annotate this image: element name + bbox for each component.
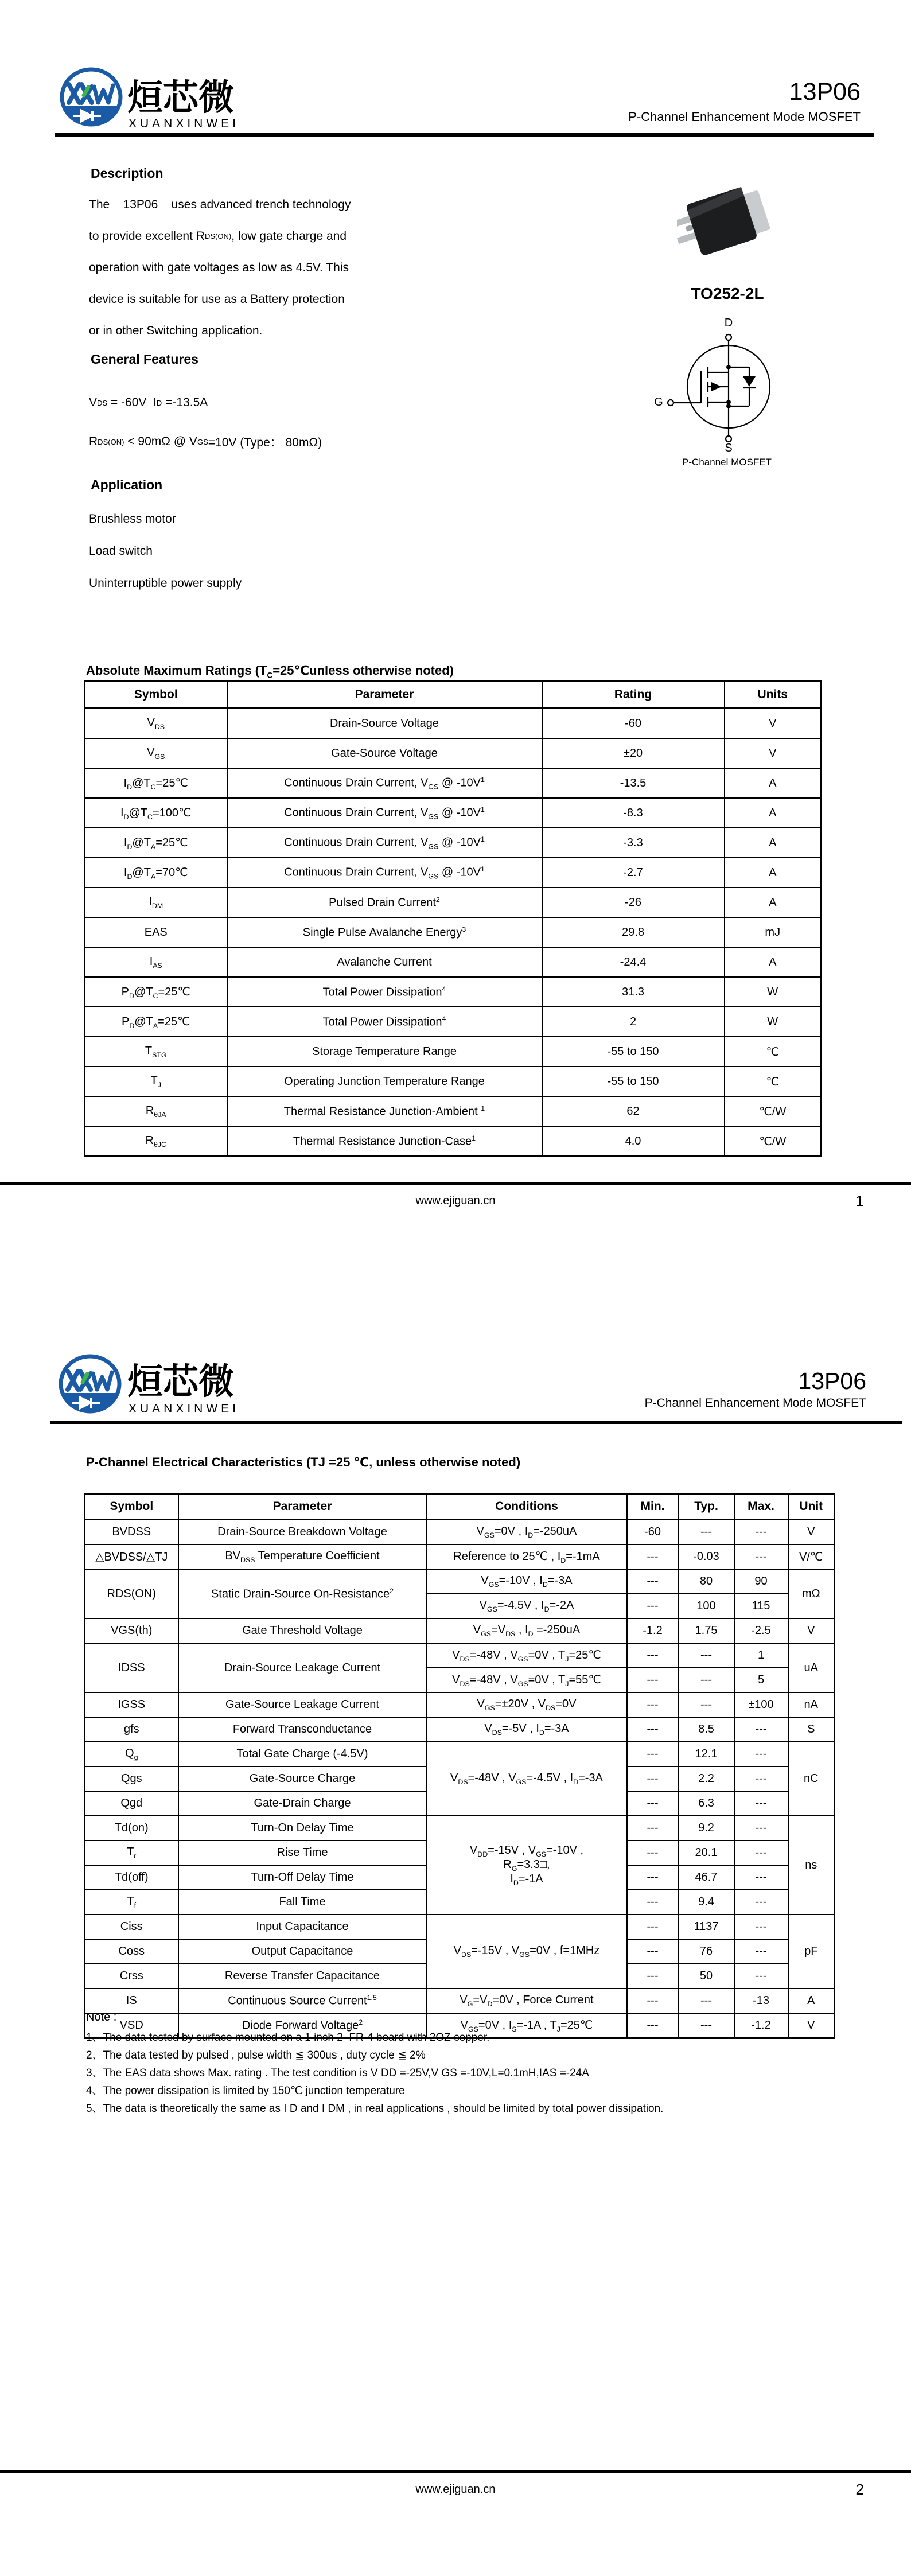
max-cell: ---: [734, 1816, 788, 1840]
parameter-cell: Avalanche Current: [227, 947, 542, 977]
symbol-cell: BVDSS: [85, 1520, 178, 1545]
table-row: [85, 977, 822, 1007]
parameter-cell: Storage Temperature Range: [227, 1037, 542, 1067]
brand-name-en: XUANXINWEI: [129, 1402, 240, 1415]
units-cell: A: [725, 768, 822, 798]
parameter-cell: Gate-Source Voltage: [227, 738, 542, 768]
package-name: TO252-2L: [691, 285, 764, 302]
table-header-row: [85, 682, 822, 709]
typ-cell: 2.2: [679, 1766, 734, 1791]
typ-cell: 6.3: [679, 1791, 734, 1816]
col-min: Min.: [627, 1494, 679, 1520]
description-heading: Description: [91, 166, 163, 181]
symbol-cell: Coss: [85, 1939, 178, 1964]
xxw-logo: [59, 1354, 122, 1414]
col-conditions: Conditions: [427, 1494, 627, 1520]
min-cell: ---: [627, 1668, 679, 1692]
min-cell: ---: [627, 1692, 679, 1717]
conditions-cell: $V_{DS}=-48V$ , $V_{GS}=-4.5V$ , $I_D=-3A$: [427, 1742, 627, 1816]
symbol-cell: $V_{GS}$: [85, 738, 227, 768]
max-cell: 115: [734, 1594, 788, 1618]
typ-cell: 9.4: [679, 1890, 734, 1915]
table-row: [85, 828, 822, 858]
table-row: [85, 798, 822, 828]
rating-cell: ±20: [542, 738, 725, 768]
symbol-cell: RDS(ON): [85, 1569, 178, 1618]
parameter-cell: Operating Junction Temperature Range: [227, 1067, 542, 1096]
header-rule: [50, 1421, 902, 1424]
max-cell: ---: [734, 1964, 788, 1989]
unit-cell: pF: [788, 1915, 835, 1989]
min-cell: ---: [627, 1816, 679, 1840]
parameter-cell: $BV_{DSS}$ Temperature Coefficient: [178, 1544, 427, 1569]
unit-cell: uA: [788, 1643, 835, 1692]
parameter-cell: Gate-Source Charge: [178, 1766, 427, 1791]
parameter-cell: Continuous Source Current$^{1,5}$: [178, 1989, 427, 2013]
table-row: [85, 1816, 835, 1840]
general-features-list: [89, 383, 322, 461]
conditions-cell: $V_{DD}=-15V$ , $V_{GS}=-10V$ , $R_G=3.3□$, $I_D=-1A$: [427, 1816, 627, 1915]
conditions-cell: $V_G=V_D=0V$ , Force Current: [427, 1989, 627, 2013]
table-row: [85, 1742, 835, 1766]
part-subtitle: P-Channel Enhancement Mode MOSFET: [644, 1396, 866, 1410]
table-row: [85, 888, 822, 917]
max-cell: -13: [734, 1989, 788, 2013]
parameter-cell: Drain-Source Leakage Current: [178, 1643, 427, 1692]
symbol-cell: Crss: [85, 1964, 178, 1989]
page-number: 1: [855, 1192, 864, 1209]
symbol-cell: $T_f$: [85, 1890, 178, 1915]
symbol-cell: Td(off): [85, 1865, 178, 1890]
min-cell: ---: [627, 2013, 679, 2038]
parameter-cell: Total Power Dissipation$^4$: [227, 977, 542, 1007]
typ-cell: 50: [679, 1964, 734, 1989]
parameter-cell: Continuous Drain Current, $V_{GS}$ @ $-10V^1$: [227, 828, 542, 858]
table-row: [85, 738, 822, 768]
min-cell: ---: [627, 1594, 679, 1618]
min-cell: ---: [627, 1939, 679, 1964]
symbol-cell: $T_r$: [85, 1840, 178, 1865]
parameter-cell: Thermal Resistance Junction-Case$^1$: [227, 1126, 542, 1157]
min-cell: ---: [627, 1544, 679, 1569]
unit-cell: nC: [788, 1742, 835, 1816]
description-line: device is suitable for use as a Battery protection: [89, 292, 345, 306]
symbol-cell: gfs: [85, 1717, 178, 1742]
description-paragraph: [89, 189, 351, 347]
rating-cell: 2: [542, 1007, 725, 1037]
symbol-cell: $I_D@T_C=25℃$: [85, 768, 227, 798]
min-cell: ---: [627, 1890, 679, 1915]
symbol-cell: IGSS: [85, 1692, 178, 1717]
conditions-cell: Reference to 25℃ , $I_D=-1mA$: [427, 1544, 627, 1569]
part-number: 13P06: [798, 1368, 866, 1394]
typ-cell: ---: [679, 1668, 734, 1692]
xxw-logo: [60, 67, 123, 127]
application-list: [89, 503, 242, 600]
col-rating: Rating: [542, 682, 725, 709]
parameter-cell: Turn-On Delay Time: [178, 1816, 427, 1840]
rating-cell: 31.3: [542, 977, 725, 1007]
parameter-cell: Forward Transconductance: [178, 1717, 427, 1742]
pin-label-drain: D: [724, 317, 733, 329]
parameter-cell: Drain-Source Breakdown Voltage: [178, 1520, 427, 1545]
table-row: [85, 1037, 822, 1067]
table-row: [85, 1126, 822, 1157]
min-cell: ---: [627, 1766, 679, 1791]
units-cell: V: [725, 738, 822, 768]
table-row: [85, 709, 822, 739]
feature-line: V DS = -60V I D =-13.5A: [89, 396, 208, 409]
conditions-cell: $V_{DS}=-15V$ , $V_{GS}=0V$ , f=1MHz: [427, 1915, 627, 1989]
parameter-cell: Gate Threshold Voltage: [178, 1618, 427, 1643]
max-cell: ---: [734, 1520, 788, 1545]
table-row: [85, 1989, 835, 2013]
parameter-cell: Continuous Drain Current, $V_{GS}$ @ $-10V^1$: [227, 858, 542, 888]
parameter-cell: Turn-Off Delay Time: [178, 1865, 427, 1890]
unit-cell: mΩ: [788, 1569, 835, 1618]
table-row: [85, 768, 822, 798]
symbol-cell: $I_{AS}$: [85, 947, 227, 977]
table-row: [85, 1544, 835, 1569]
unit-cell: S: [788, 1717, 835, 1742]
feature-line: R DS(ON) < 90mΩ @ V GS =10V (Type： 80mΩ): [89, 435, 322, 449]
max-cell: ---: [734, 1544, 788, 1569]
typ-cell: 76: [679, 1939, 734, 1964]
col-parameter: Parameter: [227, 682, 542, 709]
conditions-cell: $V_{GS}=\pm 20V$ , $V_{DS}=0V$: [427, 1692, 627, 1717]
parameter-cell: Reverse Transfer Capacitance: [178, 1964, 427, 1989]
max-cell: ±100: [734, 1692, 788, 1717]
table-row: [85, 1643, 835, 1668]
units-cell: A: [725, 947, 822, 977]
symbol-cell: $R_{\theta JA}$: [85, 1096, 227, 1126]
max-cell: -1.2: [734, 2013, 788, 2038]
description-line: or in other Switching application.: [89, 324, 263, 337]
symbol-cell: Ciss: [85, 1915, 178, 1939]
typ-cell: 80: [679, 1569, 734, 1594]
col-max: Max.: [734, 1494, 788, 1520]
col-units: Units: [725, 682, 822, 709]
part-subtitle: P-Channel Enhancement Mode MOSFET: [628, 110, 861, 124]
rating-cell: -26: [542, 888, 725, 917]
note-item: 3、The EAS data shows Max. rating . The test condition is V DD =-25V,V GS =-10V,L=0.1mH,IAS =-24A: [86, 2067, 589, 2079]
col-parameter: Parameter: [178, 1494, 427, 1520]
table-row: [85, 1915, 835, 1939]
typ-cell: -0.03: [679, 1544, 734, 1569]
max-cell: ---: [734, 1791, 788, 1816]
symbol-cell: $V_{DS}$: [85, 709, 227, 739]
symbol-cell: VSD: [85, 2013, 178, 2038]
table-row: [85, 1096, 822, 1126]
min-cell: ---: [627, 1643, 679, 1668]
typ-cell: 1137: [679, 1915, 734, 1939]
symbol-cell: $I_D@T_A=25℃$: [85, 828, 227, 858]
units-cell: A: [725, 828, 822, 858]
rating-cell: -55 to 150: [542, 1067, 725, 1096]
rating-cell: -13.5: [542, 768, 725, 798]
conditions-cell: $V_{GS}=-10V$ , $I_D=-3A$: [427, 1569, 627, 1594]
rating-cell: -3.3: [542, 828, 725, 858]
table-header-row: [85, 1494, 835, 1520]
table-row: [85, 917, 822, 947]
description-line: to provide excellent R DS(ON) , low gate charge and: [89, 229, 347, 243]
max-cell: ---: [734, 1717, 788, 1742]
max-cell: ---: [734, 1865, 788, 1890]
max-cell: ---: [734, 1766, 788, 1791]
typ-cell: 9.2: [679, 1816, 734, 1840]
col-unit: Unit: [788, 1494, 835, 1520]
max-cell: ---: [734, 1915, 788, 1939]
units-cell: A: [725, 798, 822, 828]
unit-cell: A: [788, 1989, 835, 2013]
parameter-cell: Total Power Dissipation$^4$: [227, 1007, 542, 1037]
typ-cell: 46.7: [679, 1865, 734, 1890]
mosfet-caption: P-Channel MOSFET: [682, 457, 772, 468]
rating-cell: -55 to 150: [542, 1037, 725, 1067]
min-cell: ---: [627, 1989, 679, 2013]
pin-label-gate: G: [654, 396, 663, 408]
symbol-cell: $I_D@T_C=100℃$: [85, 798, 227, 828]
brand-name-cn: 烜芯微: [127, 1362, 235, 1402]
table-row: [85, 1007, 822, 1037]
parameter-cell: Rise Time: [178, 1840, 427, 1865]
mosfet-symbol: [651, 317, 803, 454]
application-heading: Application: [91, 477, 163, 492]
max-cell: ---: [734, 1939, 788, 1964]
table-row: [85, 947, 822, 977]
table-row: [85, 1569, 835, 1594]
parameter-cell: Drain-Source Voltage: [227, 709, 542, 739]
min-cell: -1.2: [627, 1618, 679, 1643]
page-number: 2: [855, 2481, 864, 2498]
table-row: [85, 858, 822, 888]
symbol-cell: $R_{\theta JC}$: [85, 1126, 227, 1157]
to252-package-image: [677, 185, 783, 262]
part-number: 13P06: [789, 78, 861, 106]
description-line: The 13P06 uses advanced trench technology: [89, 197, 351, 211]
max-cell: 5: [734, 1668, 788, 1692]
parameter-cell: Input Capacitance: [178, 1915, 427, 1939]
symbol-cell: $Q_g$: [85, 1742, 178, 1766]
table-row: [85, 1520, 835, 1545]
footer-rule: [0, 2470, 911, 2473]
unit-cell: V: [788, 1618, 835, 1643]
notes-heading: Note :: [86, 2011, 117, 2024]
note-item: 1、The data tested by surface mounted on a 1 inch 2 FR-4 board with 2OZ copper.: [86, 2032, 490, 2044]
header-rule: [55, 133, 874, 137]
min-cell: ---: [627, 1791, 679, 1816]
typ-cell: ---: [679, 1692, 734, 1717]
symbol-cell: VGS(th): [85, 1618, 178, 1643]
application-item: Uninterruptible power supply: [89, 577, 242, 590]
parameter-cell: Output Capacitance: [178, 1939, 427, 1964]
max-cell: 90: [734, 1569, 788, 1594]
footer-website: www.ejiguan.cn: [415, 2483, 496, 2496]
units-cell: V: [725, 709, 822, 739]
application-item: Brushless motor: [89, 512, 176, 526]
rating-cell: -8.3: [542, 798, 725, 828]
symbol-cell: $I_{DM}$: [85, 888, 227, 917]
parameter-cell: Thermal Resistance Junction-Ambient $^1$: [227, 1096, 542, 1126]
mosfet-symbol-drawing: [651, 317, 803, 452]
parameter-cell: Gate-Source Leakage Current: [178, 1692, 427, 1717]
typ-cell: 20.1: [679, 1840, 734, 1865]
typ-cell: 8.5: [679, 1717, 734, 1742]
conditions-cell: $V_{DS}=-5V$ , $I_D=-3A$: [427, 1717, 627, 1742]
units-cell: ℃: [725, 1037, 822, 1067]
units-cell: W: [725, 1007, 822, 1037]
typ-cell: 12.1: [679, 1742, 734, 1766]
symbol-cell: Qgd: [85, 1791, 178, 1816]
max-cell: ---: [734, 1890, 788, 1915]
min-cell: ---: [627, 1964, 679, 1989]
units-cell: ℃/W: [725, 1096, 822, 1126]
symbol-cell: EAS: [85, 917, 227, 947]
typ-cell: ---: [679, 1520, 734, 1545]
parameter-cell: Fall Time: [178, 1890, 427, 1915]
parameter-cell: Total Gate Charge (-4.5V): [178, 1742, 427, 1766]
description-line: operation with gate voltages as low as 4.5V. This: [89, 260, 349, 274]
min-cell: -60: [627, 1520, 679, 1545]
abs-max-table: [84, 680, 822, 1157]
col-symbol: Symbol: [85, 682, 227, 709]
typ-cell: ---: [679, 2013, 734, 2038]
symbol-cell: $T_{STG}$: [85, 1037, 227, 1067]
min-cell: ---: [627, 1569, 679, 1594]
rating-cell: -24.4: [542, 947, 725, 977]
parameter-cell: Continuous Drain Current, $V_{GS}$ @ $-10V^1$: [227, 798, 542, 828]
units-cell: A: [725, 858, 822, 888]
unit-cell: V: [788, 1520, 835, 1545]
symbol-cell: Qgs: [85, 1766, 178, 1791]
units-cell: ℃/W: [725, 1126, 822, 1157]
conditions-cell: $V_{GS}=-4.5V$ , $I_D=-2A$: [427, 1594, 627, 1618]
units-cell: A: [725, 888, 822, 917]
min-cell: ---: [627, 1840, 679, 1865]
col-symbol: Symbol: [85, 1494, 178, 1520]
symbol-cell: $P_D@T_C=25℃$: [85, 977, 227, 1007]
symbol-cell: IS: [85, 1989, 178, 2013]
conditions-cell: $V_{GS}=0V$ , $I_D=-250uA$: [427, 1520, 627, 1545]
conditions-cell: $V_{GS}=V_{DS}$ , $I_D =-250uA$: [427, 1618, 627, 1643]
abs-max-title: Absolute Maximum Ratings ($T_C=25℃unless$ otherwise noted): [86, 663, 454, 680]
unit-cell: V/℃: [788, 1544, 835, 1569]
typ-cell: ---: [679, 1989, 734, 2013]
note-item: 2、The data tested by pulsed , pulse width ≦ 300us , duty cycle ≦ 2%: [86, 2049, 426, 2061]
unit-cell: nA: [788, 1692, 835, 1717]
unit-cell: ns: [788, 1816, 835, 1915]
general-features-heading: General Features: [91, 352, 198, 367]
symbol-cell: Td(on): [85, 1816, 178, 1840]
symbol-cell: $I_D@T_A=70℃$: [85, 858, 227, 888]
footer-rule: [0, 1182, 911, 1185]
conditions-cell: $V_{GS}=0V$ , $I_S=-1A$ , $T_J=25℃$: [427, 2013, 627, 2038]
parameter-cell: Single Pulse Avalanche Energy$^3$: [227, 917, 542, 947]
typ-cell: 1.75: [679, 1618, 734, 1643]
max-cell: -2.5: [734, 1618, 788, 1643]
max-cell: ---: [734, 1840, 788, 1865]
footer-website: www.ejiguan.cn: [415, 1194, 496, 1207]
typ-cell: 100: [679, 1594, 734, 1618]
table-row: [85, 1067, 822, 1096]
application-item: Load switch: [89, 544, 153, 558]
symbol-cell: IDSS: [85, 1643, 178, 1692]
brand-name-en: XUANXINWEI: [129, 117, 240, 130]
rating-cell: -2.7: [542, 858, 725, 888]
parameter-cell: Pulsed Drain Current$^2$: [227, 888, 542, 917]
symbol-cell: $T_J$: [85, 1067, 227, 1096]
rating-cell: 29.8: [542, 917, 725, 947]
symbol-cell: $P_D@T_A=25℃$: [85, 1007, 227, 1037]
parameter-cell: Static Drain-Source On-Resistance$^2$: [178, 1569, 427, 1618]
parameter-cell: Diode Forward Voltage$^2$: [178, 2013, 427, 2038]
symbol-cell: △BVDSS/△TJ: [85, 1544, 178, 1569]
parameter-cell: Continuous Drain Current, $V_{GS}$ @ $-10V^1$: [227, 768, 542, 798]
elec-char-title: P-Channel Electrical Characteristics (TJ =25 ℃, unless otherwise noted): [86, 1455, 521, 1469]
min-cell: ---: [627, 1742, 679, 1766]
rating-cell: 4.0: [542, 1126, 725, 1157]
min-cell: ---: [627, 1915, 679, 1939]
unit-cell: V: [788, 2013, 835, 2038]
rating-cell: 62: [542, 1096, 725, 1126]
pin-label-source: S: [725, 442, 733, 454]
parameter-cell: Gate-Drain Charge: [178, 1791, 427, 1816]
note-item: 4、The power dissipation is limited by 150℃ junction temperature: [86, 2085, 405, 2097]
units-cell: ℃: [725, 1067, 822, 1096]
table-row: [85, 1717, 835, 1742]
min-cell: ---: [627, 1865, 679, 1890]
rating-cell: -60: [542, 709, 725, 739]
table-row: [85, 1692, 835, 1717]
max-cell: ---: [734, 1742, 788, 1766]
note-item: 5、The data is theoretically the same as I D and I DM , in real applications , should be limited by total power dissipation.: [86, 2103, 664, 2115]
conditions-cell: $V_{DS}=-48V$ , $V_{GS}=0V$ , $T_J=25℃$: [427, 1643, 627, 1668]
conditions-cell: $V_{DS}=-48V$ , $V_{GS}=0V$ , $T_J=55℃$: [427, 1668, 627, 1692]
elec-char-table: [84, 1493, 835, 2039]
brand-name-cn: 烜芯微: [127, 78, 235, 118]
table-row: [85, 1618, 835, 1643]
min-cell: ---: [627, 1717, 679, 1742]
notes-list: [86, 2028, 663, 2116]
units-cell: mJ: [725, 917, 822, 947]
typ-cell: ---: [679, 1643, 734, 1668]
max-cell: 1: [734, 1643, 788, 1668]
col-typ: Typ.: [679, 1494, 734, 1520]
units-cell: W: [725, 977, 822, 1007]
